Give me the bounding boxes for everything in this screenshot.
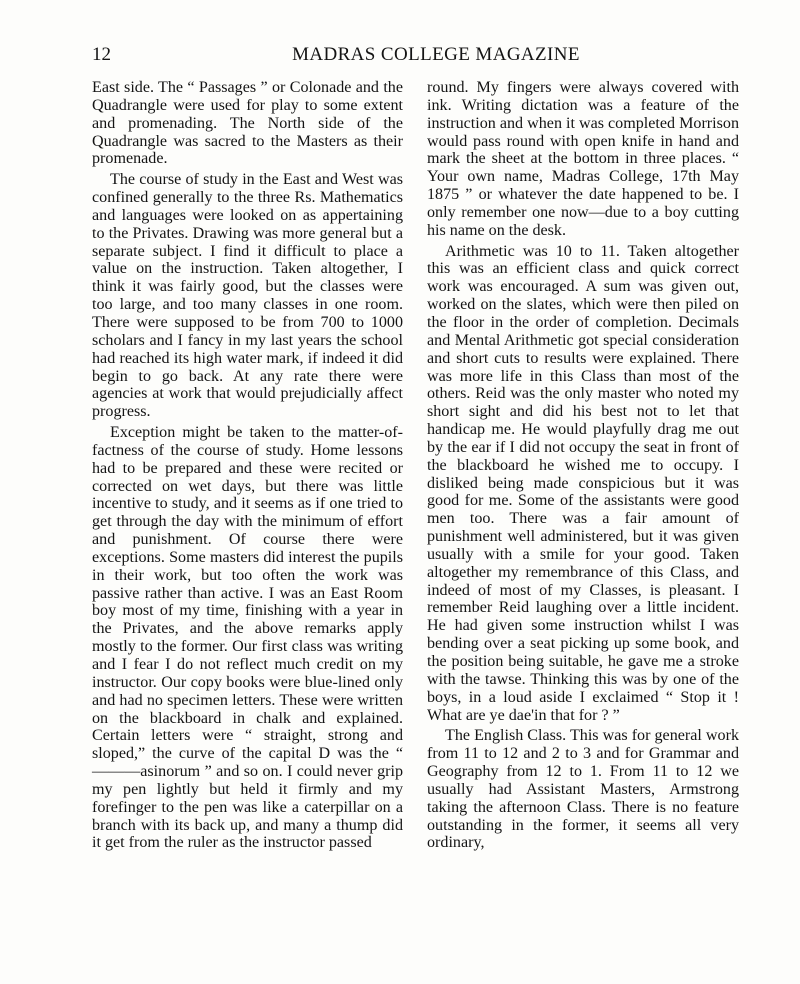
paragraph: The course of study in the East and West was confined generally to the three Rs. Mathematics and languages were looked on as appertaining to the Privates. Drawing was more general but a separate subject. I find it difficult to place a value on the instruction. Taken altogether, I think it was fairly good, but the classes were too large, and too many classes in one room. There were supposed to be from 700 to 1000 scholars and I fancy in my last years the school had reached its high water mark, if indeed it did begin to go back. At any rate there were agencies at work that would prejudicially affect progress. xyxy=(92,171,403,421)
left-column xyxy=(92,79,403,855)
paragraph: East side. The “ Passages ” or Colonade and the Quadrangle were used for play to some extent and promenading. The North side of the Quadrangle was sacred to the Masters as their promenade. xyxy=(92,79,403,168)
page-header xyxy=(92,44,740,70)
paragraph: The English Class. This was for general work from 11 to 12 and 2 to 3 and for Grammar and Geography from 12 to 1. From 11 to 12 we usually had Assistant Masters, Armstrong taking the afternoon Class. There is no feature outstanding in the former, it seems all very ordinary, xyxy=(427,727,739,852)
right-column xyxy=(427,79,739,855)
paragraph: Arithmetic was 10 to 11. Taken altogether this was an efficient class and quick correct work was encouraged. A sum was given out, worked on the slates, which were then piled on the floor in the order of completion. Decimals and Mental Arithmetic got special consideration and short cuts to results were explained. There was more life in this Class than most of the others. Reid was the only master who noted my short sight and did his best not to let that handicap me. He would playfully drag me out by the ear if I did not occupy the seat in front of the blackboard he wished me to occupy. I disliked being made conspicious but it was good for me. Some of the assistants were good men too. There was a fair amount of punishment well administered, but it was given usually with a smile for your good. Taken altogether my remembrance of this Class, and indeed of most of my Classes, is pleasant. I remember Reid laughing over a little incident. He had given some instruction whilst I was bending over a seat picking up some book, and the position being suitable, he gave me a stroke with the tawse. Thinking this was by one of the boys, in a loud aside I exclaimed “ Stop it ! What are ye dae'in that for ? ” xyxy=(427,242,739,724)
running-title: MADRAS COLLEGE MAGAZINE xyxy=(292,44,580,65)
page-number: 12 xyxy=(92,44,111,65)
paragraph: round. My fingers were always covered with ink. Writing dictation was a feature of the instruction and when it was completed Morrison would pass round with open knife in hand and mark the sheet at the bottom in three places. “ Your own name, Madras College, 17th May 1875 ” or whatever the date happened to be. I only remember one now—due to a boy cutting his name on the desk. xyxy=(427,79,739,239)
paragraph: Exception might be taken to the matter-of-factness of the course of study. Home lessons had to be prepared and these were recited or corrected on wet days, but there was little incentive to study, and it seems as if one tried to get through the day with the minimum of effort and punishment. Of course there were exceptions. Some masters did interest the pupils in their work, but too often the work was passive rather than active. I was an East Room boy most of my time, finishing with a year in the Privates, and the above remarks apply mostly to the former. Our first class was writing and I fear I do not reflect much credit on my instructor. Our copy books were blue-lined only and had no specimen letters. These were written on the blackboard in chalk and explained. Certain letters were “ straight, strong and sloped,” the curve of the capital D was the “ ———asinorum ” and so on. I could never grip my pen lightly but held it firmly and my forefinger to the pen was like a caterpillar on a branch with its back up, and many a thump did it get from the ruler as the instructor passed xyxy=(92,424,403,852)
